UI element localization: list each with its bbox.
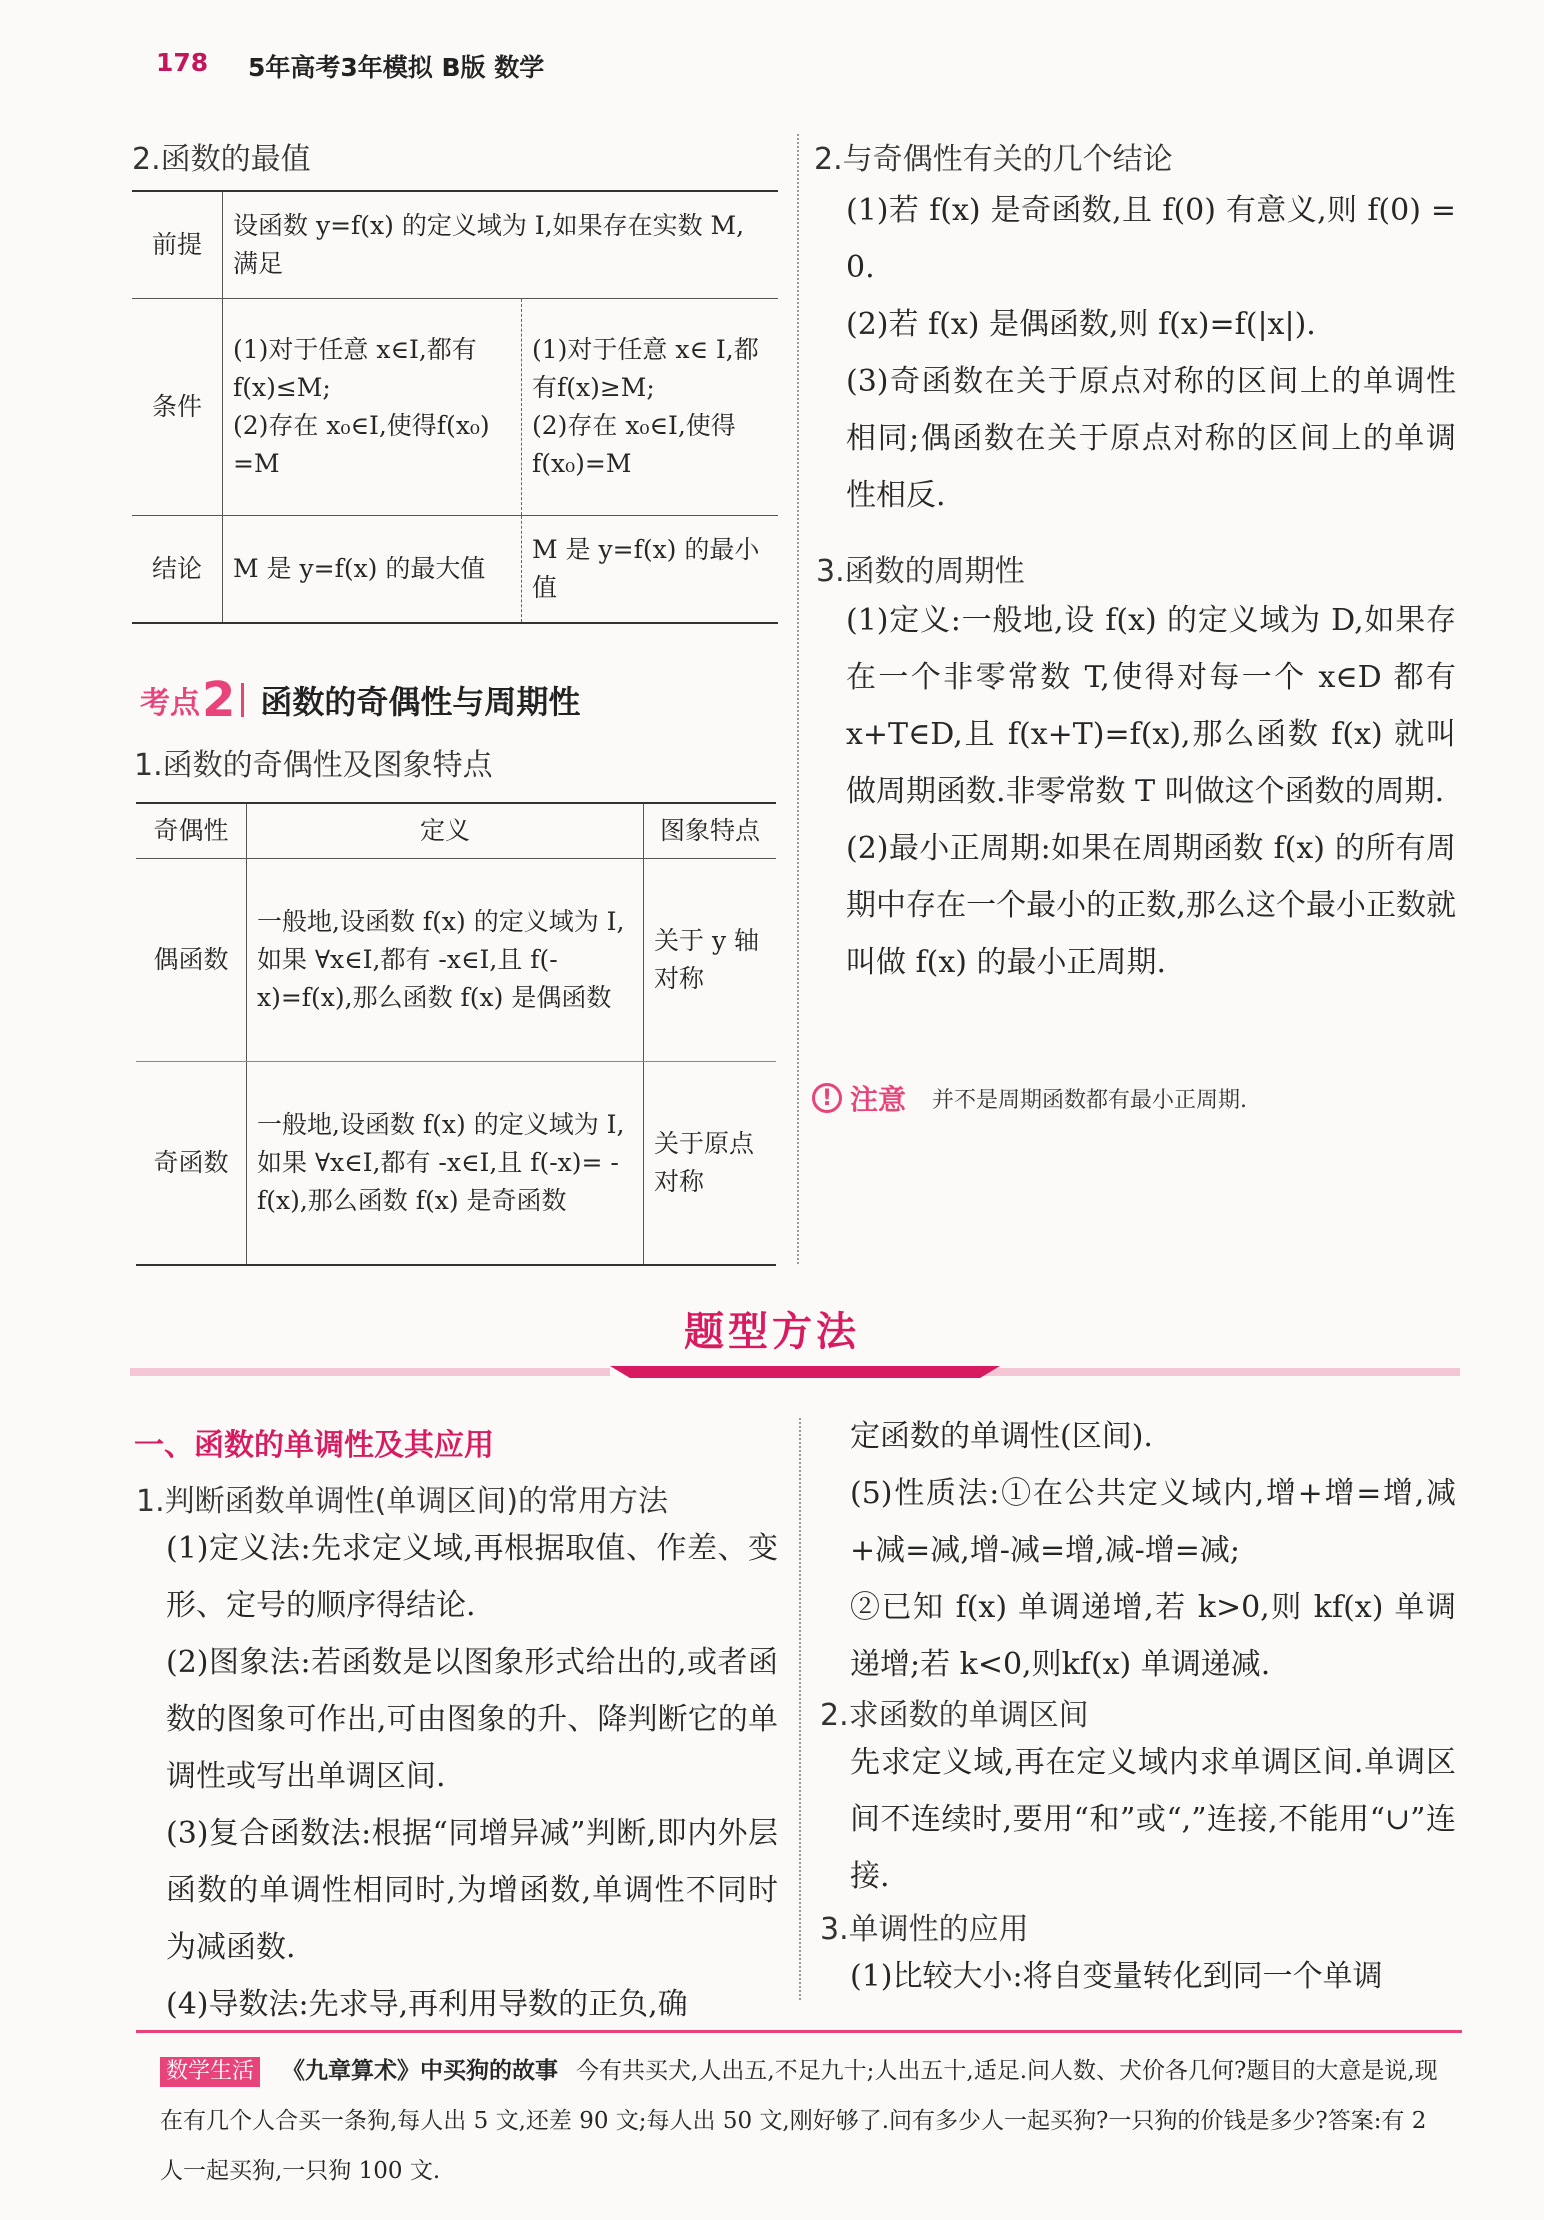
parity-heading: 1.函数的奇偶性及图象特点 bbox=[134, 748, 493, 783]
parity-type: 偶函数 bbox=[136, 859, 247, 1062]
table-row bbox=[136, 1062, 776, 1266]
section-title: 题型方法 bbox=[684, 1309, 860, 1355]
parity-conclusions bbox=[846, 182, 1456, 524]
section-band bbox=[130, 1364, 1460, 1380]
book-title: 5年高考3年模拟 B版 数学 bbox=[248, 53, 545, 82]
column-header: 奇偶性 bbox=[136, 803, 247, 859]
math-life-tag: 数学生活 bbox=[160, 2057, 260, 2087]
periodicity-text bbox=[846, 592, 1456, 991]
story-text: 今有共买犬,人出五,不足九十;人出五十,适足.问人数、犬价各几何?题目的大意是说,现在有几个人合买一条狗,每人出 5 文,还差 90 文;每人出 50 文,刚好够了.问有多少人一起买狗?一只狗的价钱是多少?答案:有 2 人一起买狗,一只狗 100 文. bbox=[160, 2058, 1438, 2184]
method-graph: (2)图象法:若函数是以图象形式给出的,或者函数的图象可作出,可由图象的升、降判断它的单调性或写出单调区间. bbox=[166, 1645, 778, 1794]
table-row bbox=[132, 516, 778, 624]
conclusion-3: (3)奇函数在关于原点对称的区间上的单调性相同;偶函数在关于原点对称的区间上的单调性相反. bbox=[846, 364, 1456, 513]
kaodian-number: 2 bbox=[202, 672, 236, 728]
conclusion-max: M 是 y=f(x) 的最大值 bbox=[223, 516, 522, 624]
method-composite: (3)复合函数法:根据“同增异减”判断,即内外层函数的单调性相同时,为增函数,单调性不同时为减函数. bbox=[166, 1816, 778, 1965]
column-divider-bottom bbox=[799, 1418, 801, 2000]
conclusion-1: (1)若 f(x) 是奇函数,且 f(0) 有意义,则 f(0) = 0. bbox=[846, 193, 1456, 285]
table-row bbox=[132, 191, 778, 299]
method-derivative-cont: 定函数的单调性(区间). bbox=[850, 1419, 1153, 1454]
footer-rule bbox=[136, 2030, 1462, 2033]
notice-label: 注意 bbox=[850, 1083, 907, 1116]
notice bbox=[812, 1078, 1247, 1118]
applications-heading: 3.单调性的应用 bbox=[820, 1912, 1029, 1947]
premise-text: 设函数 y=f(x) 的定义域为 I,如果存在实数 M,满足 bbox=[223, 191, 779, 299]
method-property-b: ②已知 f(x) 单调递增,若 k>0,则 kf(x) 单调递增;若 k<0,则kf(x) 单调递减. bbox=[850, 1590, 1456, 1682]
notice-text: 并不是周期函数都有最小正周期. bbox=[932, 1087, 1248, 1113]
story-title: 《九章算术》中买狗的故事 bbox=[282, 2058, 559, 2084]
parity-definition: 一般地,设函数 f(x) 的定义域为 I,如果 ∀x∈I,都有 -x∈I,且 f(-x)=f(x),那么函数 f(x) 是偶函数 bbox=[247, 859, 644, 1062]
periodicity-heading: 3.函数的周期性 bbox=[816, 554, 1025, 589]
table-row bbox=[136, 859, 776, 1062]
conclusion-min: M 是 y=f(x) 的最小值 bbox=[522, 516, 779, 624]
column-header: 图象特点 bbox=[644, 803, 777, 859]
column-header: 定义 bbox=[247, 803, 644, 859]
kaodian-prefix: 考点 bbox=[140, 686, 200, 721]
intervals-text: 先求定义域,再在定义域内求单调区间.单调区间不连续时,要用“和”或“,”连接,不能用“∪”连接. bbox=[850, 1745, 1456, 1894]
table-header-row bbox=[136, 803, 776, 859]
methods-text bbox=[166, 1520, 778, 2033]
method-property-a: (5)性质法:①在公共定义域内,增+增=增,减+减=减,增-减=增,减-增=减; bbox=[850, 1476, 1456, 1568]
section-heading-extremum: 2.函数的最值 bbox=[132, 142, 311, 177]
method-derivative: (4)导数法:先求导,再利用导数的正负,确 bbox=[166, 1987, 688, 2022]
parity-definition: 一般地,设函数 f(x) 的定义域为 I,如果 ∀x∈I,都有 -x∈I,且 f(-x)= -f(x),那么函数 f(x) 是奇函数 bbox=[247, 1062, 644, 1266]
minimum-period-definition: (2)最小正周期:如果在周期函数 f(x) 的所有周期中存在一个最小的正数,那么这个最小正数就叫做 f(x) 的最小正周期. bbox=[846, 831, 1456, 980]
kaodian-divider bbox=[241, 683, 244, 717]
parity-conclusions-heading: 2.与奇偶性有关的几个结论 bbox=[814, 142, 1173, 177]
parity-table bbox=[136, 802, 776, 1266]
parity-type: 奇函数 bbox=[136, 1062, 247, 1266]
extremum-table bbox=[132, 190, 778, 624]
parity-feature: 关于 y 轴对称 bbox=[644, 859, 777, 1062]
condition-label: 条件 bbox=[132, 299, 223, 516]
premise-label: 前提 bbox=[132, 191, 223, 299]
exclamation-icon: ! bbox=[812, 1083, 842, 1113]
intervals-heading: 2.求函数的单调区间 bbox=[820, 1698, 1089, 1733]
condition-max: (1)对于任意 x∈I,都有 f(x)≤M; (2)存在 x₀∈I,使得f(x₀) =M bbox=[223, 299, 522, 516]
math-life-box bbox=[160, 2046, 1450, 2196]
monotonicity-heading: 一、函数的单调性及其应用 bbox=[134, 1428, 494, 1463]
kaodian-title: 函数的奇偶性与周期性 bbox=[260, 683, 581, 721]
conclusion-label: 结论 bbox=[132, 516, 223, 624]
methods-text-cont bbox=[850, 1408, 1456, 1693]
application-compare: (1)比较大小:将自变量转化到同一个单调 bbox=[850, 1959, 1383, 1994]
condition-min: (1)对于任意 x∈ I,都有f(x)≥M; (2)存在 x₀∈I,使得f(x₀)=M bbox=[522, 299, 779, 516]
parity-feature: 关于原点对称 bbox=[644, 1062, 777, 1266]
page-number: 178 bbox=[156, 48, 209, 77]
periodicity-definition: (1)定义:一般地,设 f(x) 的定义域为 D,如果存在一个非零常数 T,使得对每一个 x∈D 都有 x+T∈D,且 f(x+T)=f(x),那么函数 f(x) 就叫做周期函数.非零常数 T 叫做这个函数的周期. bbox=[846, 603, 1456, 809]
methods-heading: 1.判断函数单调性(单调区间)的常用方法 bbox=[136, 1484, 669, 1519]
table-row bbox=[132, 299, 778, 516]
method-definition: (1)定义法:先求定义域,再根据取值、作差、变形、定号的顺序得结论. bbox=[166, 1531, 778, 1623]
column-divider-top bbox=[797, 134, 799, 1264]
conclusion-2: (2)若 f(x) 是偶函数,则 f(x)=f(|x|). bbox=[846, 307, 1316, 342]
kaodian-heading bbox=[140, 672, 580, 728]
